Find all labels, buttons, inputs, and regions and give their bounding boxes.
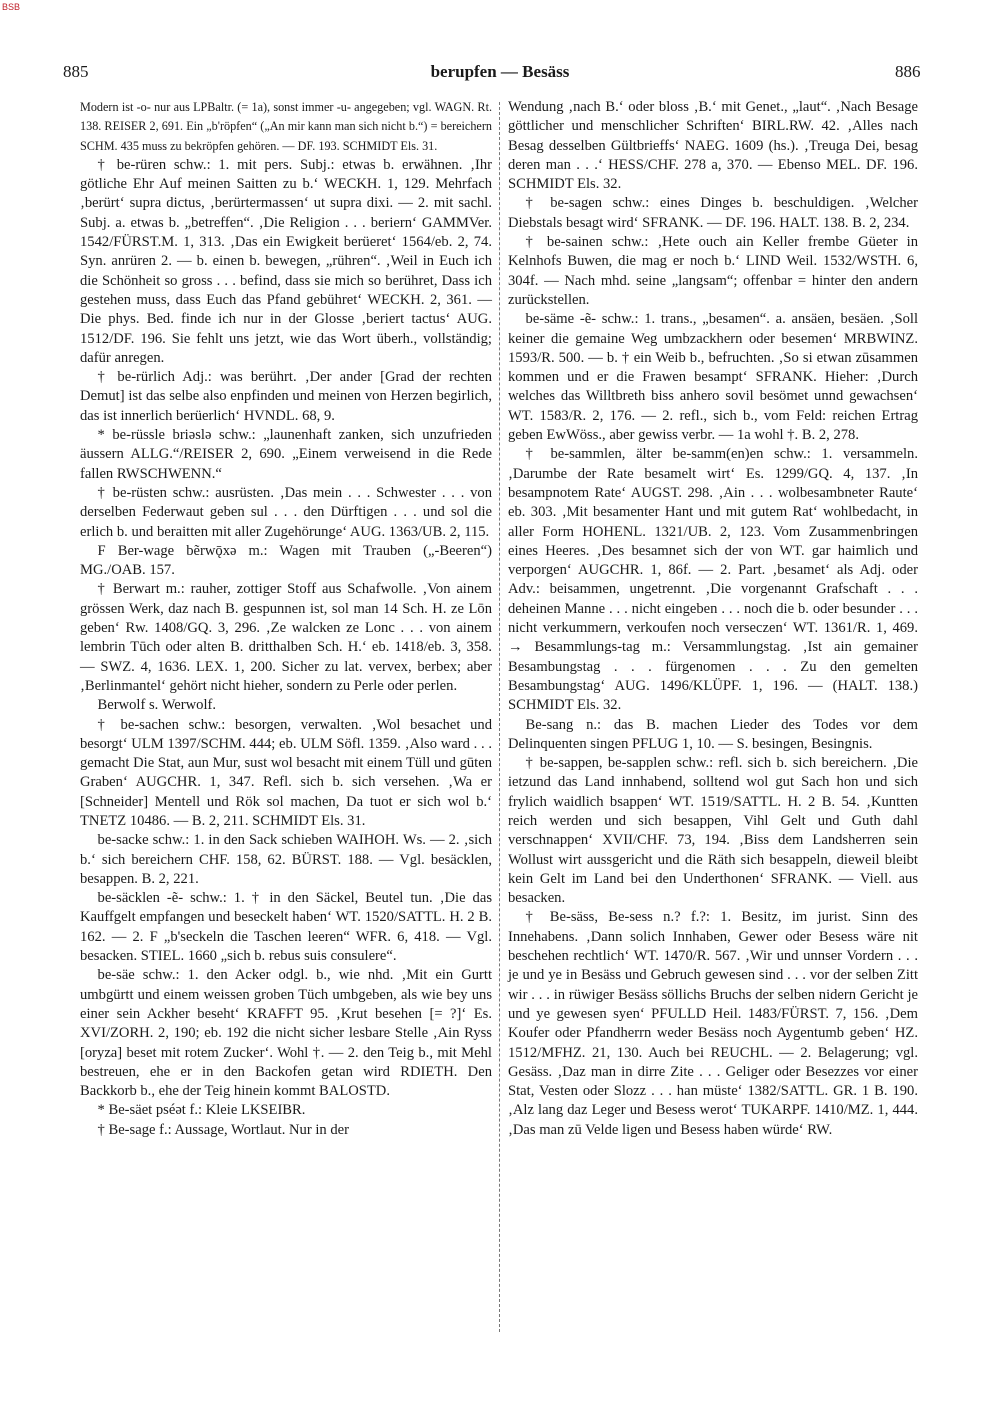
entry-continuation: Modern ist -o- nur aus LPBaltr. (= 1a), sonst immer -u- angegeben; vgl. WAGN. Rt. 138. REISER 2, 691. Ein „b'röpfen“ („An mir kann man sich nicht b.“) = bereichern SCHM. 435 muss zu bekröpfen gehören. — DF. 193. SCHMIDT Els. 31. bbox=[80, 100, 492, 153]
entry-be-rueren: † be-rüren schw.: 1. mit pers. Subj.: etwas b. erwähnen. ‚Ihr götliche Ehr Auf meinen Saitten zu b.‘ WECKH. 1, 129. Mehrfach ‚berürt‘ supra dictus, ‚berürtermassen‘ ut supra dixi. — 2. mit sachl. Subj. a. etwas b. „betreffen“. ‚Die Religion . . . beriern‘ GAMMVer. 1542/FÜRST.M. 1, 313. ‚Das ein Ewigkeit berüeret‘ 1564/eb. 2, 74. Syn. anrüren 2. — b. einen b. bewegen, „rühren“. ‚Weil in Euch ich die Schönheit so gross . . . befind, dass sie mich so berühret, Dass ich gestehen muss, dass Euch das Pfand gebühret‘ WECKH. 2, 361. — Die phys. Bed. finde ich nur in der Glosse ‚beriert tactus‘ AUG. 1512/DF. 196. Sie fehlt uns jetzt, wie das Wort überh., vollständig; dafür anregen. bbox=[80, 156, 492, 366]
entry-be-sage: † Be-sage f.: Aussage, Wortlaut. Nur in der bbox=[97, 1121, 349, 1138]
entry-be-sainen: † be-sainen schw.: ‚Hete ouch ain Keller frembe Güeter in Kelnhofs Buwen, die mag er noch b.‘ LIND Weil. 1532/WSTH. 6, 304f. — Nach mhd. seine „langsam“; offenbar = hinter den andern zurückstellen. bbox=[508, 234, 918, 308]
entry-be-sachen: † be-sachen schw.: besorgen, verwalten. ‚Wol besachet und besorgt‘ ULM 1397/SCHM. 444; eb. ULM Söfl. 1359. ‚Also ward . . . gemacht Die Stat, aun Mur, sust wol besacht mit einem Tüll und gūten Graben‘ AUGCHR. 1, 347. Refl. sich b. sich versehen. ‚Wa er [Schneider] Mentell und Rök sol machen, Da tuot er sich wol b.‘ TNETZ 10486. — B. 2, 211. SCHMIDT Els. 31. bbox=[80, 716, 492, 829]
running-head: berupfen — Besäss bbox=[430, 62, 570, 81]
entry-be-saee: be-säe schw.: 1. den Acker odgl. b., wie nhd. ‚Mit ein Gurtt umbgürtt und einem weissen groben Tüch umbgeben, als wie bey uns einer sein Ackher beseht‘ KRAFFT 95. ‚Krut besehen [= ?]‘ Es. XVI/ZORH. 2, 190; eb. 192 die nicht sicher lesbare Stelle ‚Ain Ryss [oryza] beset mit rotem Zucker‘. Wohl †. — 2. den Teig b., mit Mehl bestreuen, ehe er in den Backofen getan wird RDIETH. Den Backkorb b., ehe der Teig hinein kommt BALOSTD. bbox=[80, 967, 492, 1100]
right-column bbox=[508, 98, 918, 1140]
column-divider bbox=[499, 102, 500, 1332]
entry-be-sammlen: † be-sammlen, älter be-samm(en)en schw.: 1. versammeln. ‚Darumbe der Rate besamelt wirt‘ Es. 1299/GQ. 4, 137. ‚In besampnotem Rate‘ AUGST. 298. ‚Ain . . . wolbesambneter Raute‘ eb. 303. ‚Mit besamenter Hant und mit gutem Rat‘ wohlbedacht, in aller Form HOHENL. 1321/UB. 2, 123. Vom Zusammenbringen eines Heeres. ‚Des besamnet sich der von WT. gar haimlich und verporgen‘ AUGCHR. 1, 86f. — 2. Part. ‚besamet‘ als Adj. oder Adv.: beisammen, ungetrennt. ‚Die vorgenannt Grafschaft . . . deheinen Manne . . . nicht eingeben . . . noch die b. oder besunder . . . nicht verkummern, verkoufen noch verseczen‘ WT. 1361/R. 1, 469. → Besammlungs-tag m.: Versammlungstag. ‚Ist ain gemainer Besambungstag . . . fürgenomen . . . Zu den gemelten Besambungstag‘ AUG. 1496/KLÜPF. 1, 196. — (HALT. 138.) SCHMIDT Els. 32. bbox=[508, 446, 918, 714]
left-column bbox=[80, 98, 492, 1140]
entry-be-saeme: be-säme -ẽ- schw.: 1. trans., „besamen“. a. ansäen, besäen. ‚Soll keiner die gemaine Weg umbzackhern oder besemen‘ MRBWINZ. 1593/R. 500. — b. † ein Weib b., befruchten. ‚So si etwan zūsammen kommen und er die Frawen besampt‘ SFRANK. Hieher: ‚Durch welches das Willtbreth biss anhero sovil besömet unnd gewachsen‘ WT. 1583/R. 2, 176. — 2. refl., sich b., vom Feld: reichen Ertrag geben EwWöss., aber gewiss verbr. — 1a wohl †. B. 2, 278. bbox=[508, 311, 918, 444]
library-stamp: BSB bbox=[2, 2, 21, 12]
entry-be-saecklen: be-säcklen -ẽ- schw.: 1. † in den Säckel, Beutel tun. ‚Die das Kauffgelt empfangen und beseckelt haben‘ WT. 1520/SATTL. H. 2 B. 162. — 2. F „b'seckeln die Taschen leeren“ WFR. 6, 418. — Vgl. besacken. STIEL. 1660 „sich b. rebus suis consulere“. bbox=[80, 890, 492, 965]
entry-be-sacke: be-sacke schw.: 1. in den Sack schieben WAIHOH. Ws. — 2. ‚sich b.‘ sich bereichern CHF. 158, 62. BÜRST. 188. — Vgl. besäcklen, besappen. B. 2, 221. bbox=[80, 832, 492, 887]
entry-be-sang: Be-sang n.: das B. machen Lieder des Todes vor dem Delinquenten singen PFLUG 1, 10. — S. besingen, Besingnis. bbox=[508, 716, 918, 752]
entry-ber-wage: F Ber-wage bẽrwǭxə m.: Wagen mit Trauben („-Beeren“) MG./OAB. 157. bbox=[80, 542, 492, 579]
entry-be-saeet: * Be-säet pséət f.: Kleie LKSEIBR. bbox=[97, 1102, 306, 1119]
page-number-right: 886 bbox=[895, 62, 921, 81]
page-number-left: 885 bbox=[63, 62, 89, 81]
entry-be-ruessle: * be-rüssle briəslə schw.: „launenhaft zanken, sich unzufrieden äussern ALLG.“/REISER 2, 690. „Einem verweisend in die Rede fallen RWSCHWENN.“ bbox=[80, 427, 492, 482]
entry-be-saess: † Be-säss, Be-sess n.? f.?: 1. Besitz, im jurist. Sinn des Innehabens. ‚Dann solich Innhaben, Gewer oder Besess wäre nit beschehen rechtlich‘ WT. 1470/R. 567. ‚Wir und unnser Vordern . . . je und ye in Besäss und Gebruch gewesen sind . . . vor der selben Zitt wir . . . in rüwiger Besäss söllichs Bruchs der selben nidern Gericht je und ye gewesen syen‘ PFULLD Heil. 1483/FÜRST. 7, 156. ‚Dem Koufer oder Pfandherrn weder Besäss noch Aygentumb geben‘ HZ. 1512/MFHZ. 21, 130. Auch bei REUCHL. — 2. Belagerung; vgl. Gesäss. ‚Daz man in dirre Zite . . . Geliger oder Besezzes vor einer Stat, Vesten oder Slozz . . . han müste‘ 1382/SATTL. GR. 1 B. 190. ‚Alz lang daz Leger und Besess werot‘ TUKARPF. 1410/MZ. 1, 444. ‚Das man zū Velde ligen und Besess haben würde‘ RW. bbox=[508, 909, 918, 1138]
entry-be-sappen: † be-sappen, be-sapplen schw.: refl. sich b. sich bereichern. ‚Die ietzund das Land innhabend, solltend wol gut Sach hon und sich frylich waidlich bsappen‘ WT. 1519/SATTL. H. 2 B. 54. ‚Kuntten reich werden und sich besappen, Vihl Gelt und Guth dahl verschnappen‘ XVII/CHF. 73, 194. ‚Biss dem Landsherren sein Wollust wirt aussgericht und die Räth sich besappeln, dieweil bleibt kein Gelt im Land bei den Underthonen‘ SFRANK. — Viell. aus besacken. bbox=[508, 755, 918, 907]
entry-be-sagen: † be-sagen schw.: eines Dinges b. beschuldigen. ‚Welcher Diebstals besagt wird‘ SFRANK. — DF. 196. HALT. 138. B. 2, 234. bbox=[508, 195, 918, 231]
entry-berwart: † Berwart m.: rauher, zottiger Stoff aus Schafwolle. ‚Von ainem grössen Werk, daz nach B. gespunnen ist, sol man 14 Sch. H. ze Lōn geben‘ Rw. 1408/GQ. 3, 296. ‚Ze walcken ze Lonc . . . von ainem lembrin Tūch oder alten B. dritthalben Sch. H.‘ eb. 1418/eb. 3, 358. — SWZ. 4, 1636. LEX. 1, 200. Sicher zu lat. vervex, berbex; aber ‚Berlinmantel‘ gehört nicht hieher, sondern zu Perle oder perlen. bbox=[80, 581, 492, 694]
entry-be-sage-continuation: Wendung ‚nach B.‘ oder bloss ‚B.‘ mit Genet., „laut“. ‚Nach Besage göttlicher und menschlicher Schriften‘ BIRL.RW. 42. ‚Alles nach Besag desselben Gültbrieffs‘ NAEG. 1609 (hs.). ‚Treuga Dei, besag deren man . . .‘ HESS/CHF. 278 a, 370. — Ebenso MEL. DF. 196. SCHMIDT Els. 32. bbox=[508, 99, 918, 193]
entry-be-ruesten: † be-rüsten schw.: ausrüsten. ‚Das mein . . . Schwester . . . von derselben Federwaut geben sul . . . den Dürftigen . . . und sol die erlich b. und beraitten mit aller Zugehörunge‘ AUG. 1363/UB. 2, 115. bbox=[80, 484, 492, 540]
entry-be-ruerlich: † be-rürlich Adj.: was berührt. ‚Der ander [Grad der rechten Demut] ist das selbe also enpfinden und meinen von Herzen begirlich, das ist innerlich berüerlich‘ HVNDL. 68, 9. bbox=[80, 369, 492, 424]
entry-berwolf: Berwolf s. Werwolf. bbox=[97, 697, 217, 714]
